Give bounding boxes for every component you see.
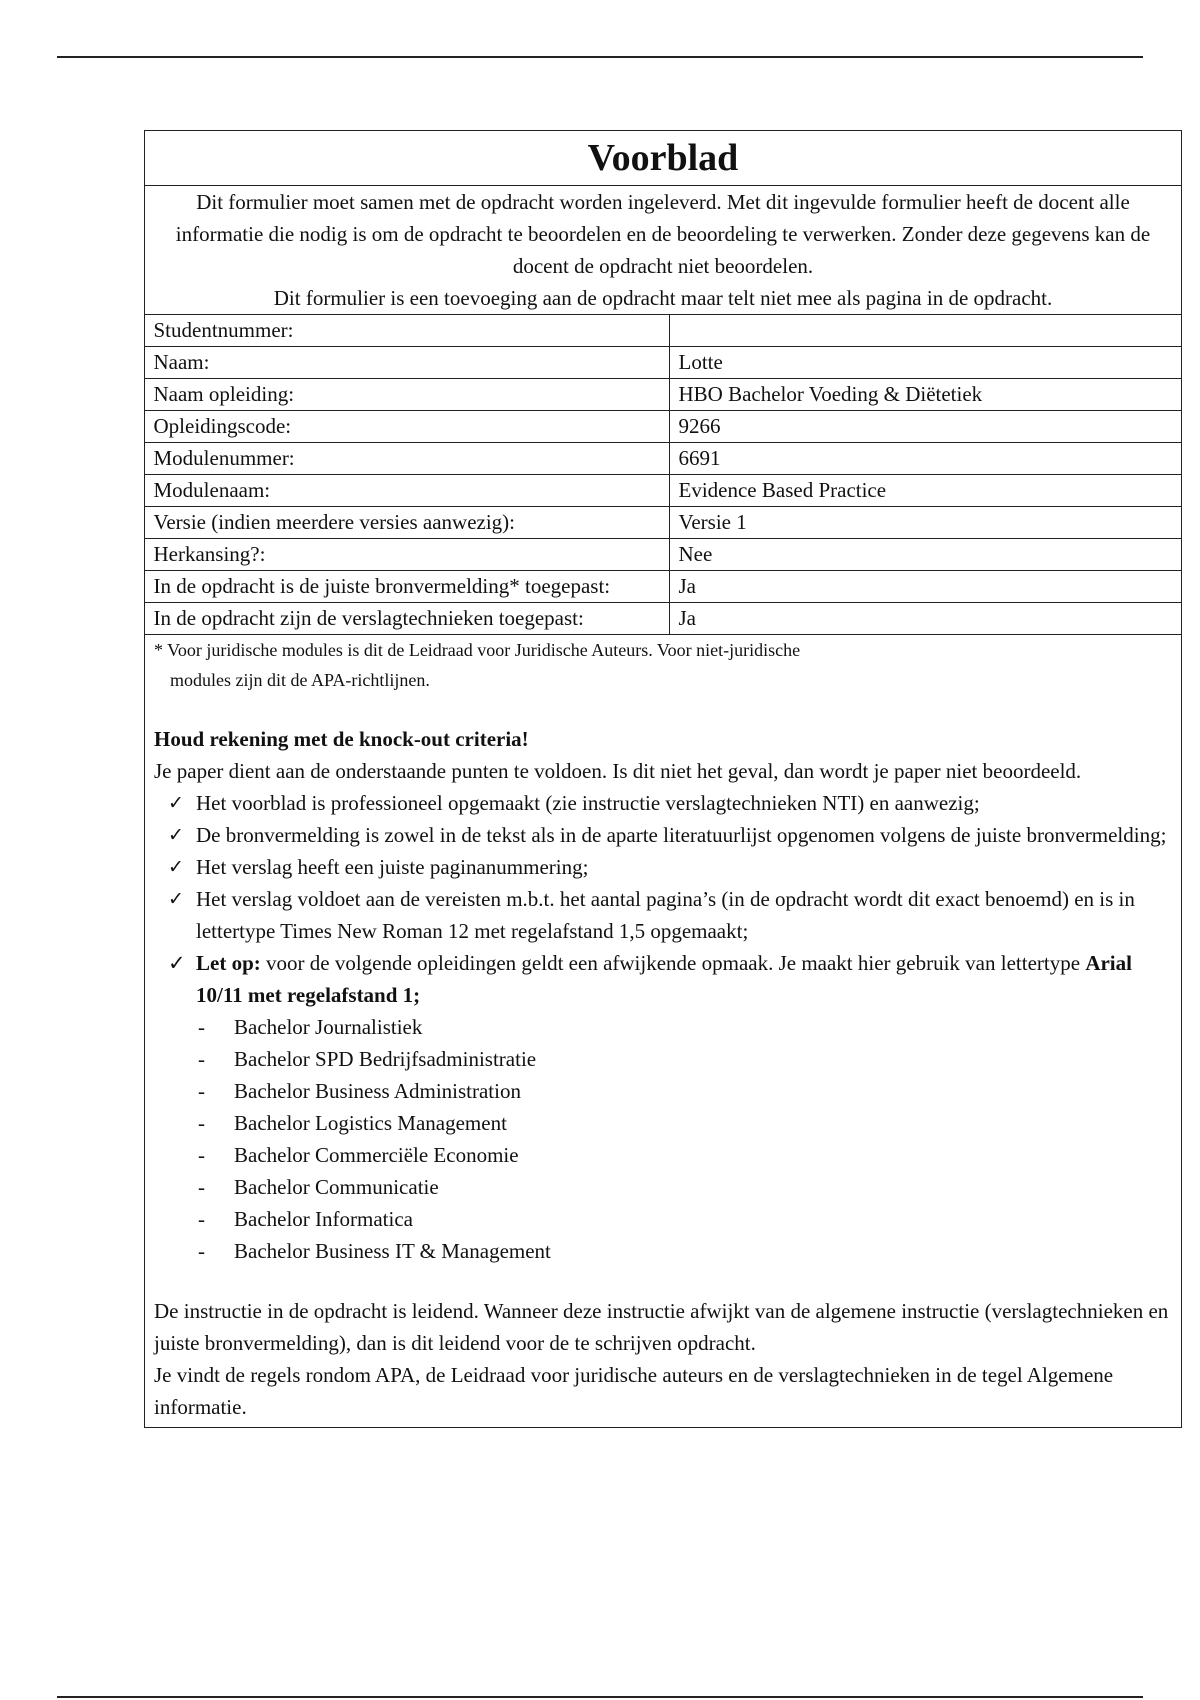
header-rule bbox=[57, 56, 1143, 58]
field-value-studentnummer bbox=[669, 315, 1181, 347]
dash-bullet: - bbox=[198, 1015, 205, 1039]
field-label-verslagtechnieken: In de opdracht zijn de verslagtechnieken toegepast: bbox=[144, 603, 669, 635]
page-title: Voorblad bbox=[145, 131, 1181, 186]
field-value-naam: Lotte bbox=[669, 347, 1181, 379]
field-value-modulenummer: 6691 bbox=[669, 443, 1181, 475]
field-value-modulenaam: Evidence Based Practice bbox=[669, 475, 1181, 507]
knockout-heading: Houd rekening met de knock-out criteria! bbox=[154, 727, 529, 751]
field-value-versie: Versie 1 bbox=[669, 507, 1181, 539]
table-row bbox=[144, 507, 1181, 539]
program-name: Bachelor Informatica bbox=[234, 1207, 413, 1231]
criterion-text: De bronvermelding is zowel in de tekst als in de aparte literatuurlijst opgenomen volgens de juiste bronvermelding; bbox=[196, 823, 1167, 847]
cover-form bbox=[144, 130, 1182, 1428]
field-label-naam: Naam: bbox=[144, 347, 669, 379]
table-row bbox=[144, 315, 1181, 347]
field-label-modulenummer: Modulenummer: bbox=[144, 443, 669, 475]
program-name: Bachelor Journalistiek bbox=[234, 1015, 423, 1039]
intro-paragraph-1: Dit formulier moet samen met de opdracht worden ingeleverd. Met dit ingevulde formulier heeft de docent alle informatie die nodig is om de opdracht te beoordelen en de beoordeling te verwerken. Zonder deze gegevens kan de docent de opdracht niet beoordelen. bbox=[175, 190, 1151, 278]
field-label-naam-opleiding: Naam opleiding: bbox=[144, 379, 669, 411]
intro-text bbox=[145, 186, 1181, 314]
table-row bbox=[144, 539, 1181, 571]
dash-bullet: - bbox=[198, 1143, 205, 1167]
program-name: Bachelor Business Administration bbox=[234, 1079, 521, 1103]
list-item bbox=[154, 1139, 1172, 1171]
list-item bbox=[154, 1171, 1172, 1203]
programs-list bbox=[154, 1011, 1172, 1267]
closing-paragraph-1: De instructie in de opdracht is leidend. Wanneer deze instructie afwijkt van de algemene instructie (verslagtechnieken en juiste bronvermelding), dan is dit leidend voor de te schrijven opdracht. bbox=[154, 1299, 1169, 1355]
field-label-opleidingscode: Opleidingscode: bbox=[144, 411, 669, 443]
checkmark-icon: ✓ bbox=[168, 792, 184, 814]
field-label-herkansing: Herkansing?: bbox=[144, 539, 669, 571]
table-row bbox=[144, 475, 1181, 507]
list-item bbox=[154, 1043, 1172, 1075]
field-label-bronvermelding: In de opdracht is de juiste bronvermelding* toegepast: bbox=[144, 571, 669, 603]
list-item bbox=[154, 1235, 1172, 1267]
dash-bullet: - bbox=[198, 1047, 205, 1071]
criterion-text: Het verslag heeft een juiste paginanummering; bbox=[196, 855, 589, 879]
program-name: Bachelor Business IT & Management bbox=[234, 1239, 551, 1263]
dash-bullet: - bbox=[198, 1207, 205, 1231]
footer-rule bbox=[57, 1696, 1143, 1698]
list-item bbox=[154, 947, 1172, 1011]
table-row bbox=[144, 443, 1181, 475]
list-item bbox=[154, 1011, 1172, 1043]
dash-bullet: - bbox=[198, 1079, 205, 1103]
footnote-line-2: modules zijn dit de APA-richtlijnen. bbox=[170, 670, 430, 690]
table-row bbox=[144, 411, 1181, 443]
program-name: Bachelor Commerciële Economie bbox=[234, 1143, 519, 1167]
list-item bbox=[154, 1107, 1172, 1139]
dash-bullet: - bbox=[198, 1111, 205, 1135]
checkmark-icon: ✓ bbox=[168, 888, 184, 910]
list-item bbox=[154, 1075, 1172, 1107]
checkmark-icon: ✓ bbox=[168, 951, 186, 975]
notes-section bbox=[145, 635, 1181, 1427]
letop-text: voor de volgende opleidingen geldt een afwijkende opmaak. Je maakt hier gebruik van lettertype bbox=[260, 951, 1086, 975]
checkmark-icon: ✓ bbox=[168, 824, 184, 846]
table-row bbox=[144, 379, 1181, 411]
criterion-text: Het voorblad is professioneel opgemaakt (zie instructie verslagtechnieken NTI) en aanwezig; bbox=[196, 791, 980, 815]
field-value-naam-opleiding: HBO Bachelor Voeding & Diëtetiek bbox=[669, 379, 1181, 411]
field-value-verslagtechnieken: Ja bbox=[669, 603, 1181, 635]
knockout-intro: Je paper dient aan de onderstaande punten te voldoen. Is dit niet het geval, dan wordt je paper niet beoordeeld. bbox=[154, 759, 1082, 783]
footnote-line-1: * Voor juridische modules is dit de Leidraad voor Juridische Auteurs. Voor niet-juridische bbox=[154, 640, 801, 660]
student-info-table bbox=[144, 314, 1182, 635]
field-value-opleidingscode: 9266 bbox=[669, 411, 1181, 443]
letop-font-spec: Arial 10/11 met regelafstand 1; bbox=[196, 951, 1132, 1007]
knockout-criteria-list bbox=[154, 787, 1172, 1011]
program-name: Bachelor Communicatie bbox=[234, 1175, 439, 1199]
table-row bbox=[144, 571, 1181, 603]
list-item bbox=[154, 883, 1172, 947]
criterion-text: Het verslag voldoet aan de vereisten m.b.t. het aantal pagina’s (in de opdracht wordt dit exact benoemd) en is in lettertype Times New Roman 12 met regelafstand 1,5 opgemaakt; bbox=[196, 887, 1135, 943]
field-label-modulenaam: Modulenaam: bbox=[144, 475, 669, 507]
footnote bbox=[154, 635, 1172, 695]
intro-paragraph-2: Dit formulier is een toevoeging aan de opdracht maar telt niet mee als pagina in de opdracht. bbox=[273, 286, 1053, 310]
letop-label: Let op: bbox=[196, 951, 261, 975]
list-item bbox=[154, 819, 1172, 851]
dash-bullet: - bbox=[198, 1175, 205, 1199]
checkmark-icon: ✓ bbox=[168, 856, 184, 878]
list-item bbox=[154, 851, 1172, 883]
table-row bbox=[144, 603, 1181, 635]
dash-bullet: - bbox=[198, 1239, 205, 1263]
closing-paragraph-2: Je vindt de regels rondom APA, de Leidraad voor juridische auteurs en de verslagtechnieken in de tegel Algemene informatie. bbox=[154, 1363, 1114, 1419]
list-item bbox=[154, 1203, 1172, 1235]
field-value-herkansing: Nee bbox=[669, 539, 1181, 571]
list-item bbox=[154, 787, 1172, 819]
program-name: Bachelor SPD Bedrijfsadministratie bbox=[234, 1047, 537, 1071]
field-label-studentnummer: Studentnummer: bbox=[144, 315, 669, 347]
program-name: Bachelor Logistics Management bbox=[234, 1111, 507, 1135]
table-row bbox=[144, 347, 1181, 379]
field-value-bronvermelding: Ja bbox=[669, 571, 1181, 603]
field-label-versie: Versie (indien meerdere versies aanwezig): bbox=[144, 507, 669, 539]
